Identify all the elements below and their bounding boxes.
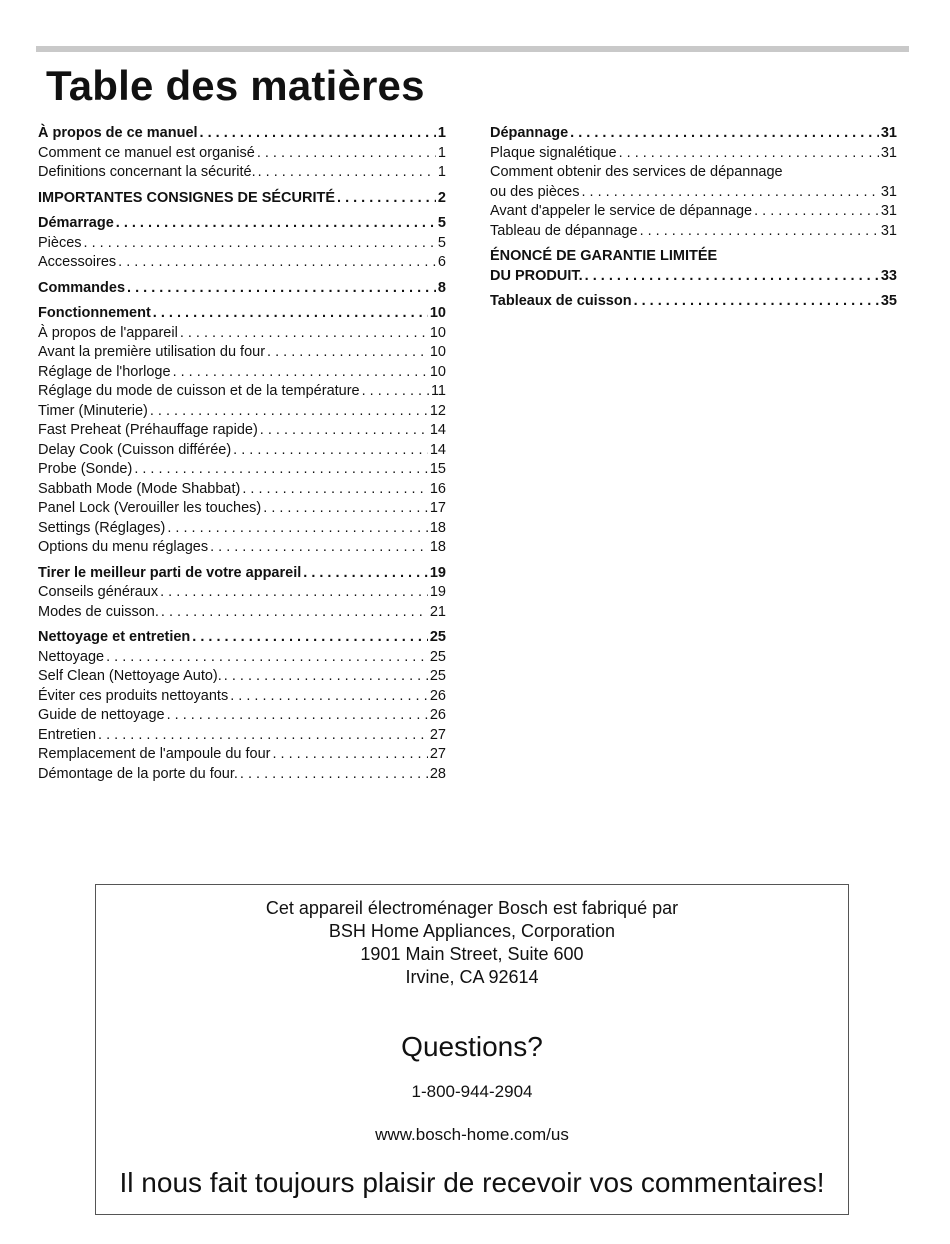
toc-section <box>490 124 897 241</box>
toc-section-heading[interactable] <box>490 247 897 267</box>
toc-entry-label: À propos de l'appareil <box>38 324 178 341</box>
toc-page-number: 31 <box>880 144 897 161</box>
toc-entry-label: Dépannage <box>490 125 569 141</box>
toc-entry[interactable] <box>38 421 446 441</box>
dot-leader <box>200 124 436 144</box>
toc-entry-label: Démontage de la porte du four. <box>38 765 238 782</box>
toc-page-number: 14 <box>429 441 446 458</box>
toc-section-heading[interactable] <box>38 214 446 234</box>
dot-leader <box>619 144 879 164</box>
manufacturer-info <box>96 897 848 989</box>
toc-section-heading[interactable] <box>490 292 897 312</box>
toc-page-number: 31 <box>880 203 897 219</box>
toc-page-number: 14 <box>429 422 446 438</box>
toc-entry-label: Plaque signalétique <box>490 144 617 161</box>
toc-entry[interactable] <box>38 343 446 363</box>
dot-leader <box>210 538 428 558</box>
dot-leader <box>150 402 428 422</box>
toc-entry-label: Definitions concernant la sécurité. <box>38 164 256 180</box>
toc-entry[interactable] <box>38 480 446 500</box>
toc-entry-label: Modes de cuisson. <box>38 603 159 620</box>
toc-page-number: 31 <box>880 183 897 200</box>
toc-page-number: 6 <box>437 254 446 270</box>
toc-page-number: 31 <box>880 125 897 141</box>
dot-leader <box>362 382 429 402</box>
dot-leader <box>84 234 436 254</box>
toc-section-heading[interactable] <box>38 124 446 144</box>
toc-section-heading[interactable] <box>38 564 446 584</box>
toc-page-number: 31 <box>880 222 897 239</box>
toc-page-number: 1 <box>437 164 446 180</box>
toc-entry-label: Nettoyage <box>38 648 105 665</box>
toc-entry[interactable] <box>38 363 446 383</box>
dot-leader <box>634 292 879 312</box>
toc-section-heading[interactable] <box>490 267 897 287</box>
dot-leader <box>160 583 428 603</box>
dot-leader <box>240 765 428 785</box>
dot-leader <box>116 214 436 234</box>
toc-entry[interactable] <box>38 519 446 539</box>
dot-leader <box>570 124 879 144</box>
toc-entry[interactable] <box>38 687 446 707</box>
toc-left-column <box>38 124 446 790</box>
toc-section-heading[interactable] <box>38 304 446 324</box>
toc-section <box>490 292 897 312</box>
manufacturer-line: 1901 Main Street, Suite 600 <box>360 944 584 964</box>
toc-entry-label: Commandes <box>38 279 126 296</box>
toc-entry-label: À propos de ce manuel <box>38 125 198 141</box>
dot-leader <box>167 706 428 726</box>
toc-entry-label: ÉNONCÉ DE GARANTIE LIMITÉE <box>490 248 718 264</box>
dot-leader <box>173 363 428 383</box>
toc-page-number: 27 <box>429 726 446 743</box>
toc-entry-label: IMPORTANTES CONSIGNES DE SÉCURITÉ <box>38 189 336 206</box>
toc-entry[interactable] <box>38 144 446 164</box>
toc-entry-label: Fonctionnement <box>38 305 151 321</box>
dot-leader <box>263 499 428 519</box>
dot-leader <box>127 279 436 299</box>
toc-entry-label: DU PRODUIT. <box>490 267 583 284</box>
toc-section-heading[interactable] <box>38 189 446 209</box>
toc-page-number: 11 <box>430 383 446 399</box>
toc-entry[interactable] <box>38 603 446 623</box>
toc-page-number: 5 <box>437 215 446 231</box>
questions-heading: Questions? <box>401 1031 543 1062</box>
toc-page-number: 18 <box>429 519 446 536</box>
toc-entry-label: Avant la première utilisation du four <box>38 344 266 360</box>
toc-page-number: 19 <box>429 584 446 600</box>
toc-entry[interactable] <box>38 253 446 273</box>
toc-right-column <box>490 124 897 318</box>
toc-entry-label: Settings (Réglages) <box>38 519 166 536</box>
toc-page-number: 10 <box>429 324 446 341</box>
phone-number: 1-800-944-2904 <box>411 1082 533 1101</box>
dot-leader <box>192 628 428 648</box>
toc-page-number: 12 <box>429 402 446 419</box>
dot-leader <box>754 202 879 222</box>
toc-page-number: 17 <box>429 500 446 516</box>
toc-entry-label: Remplacement de l'ampoule du four <box>38 746 271 762</box>
dot-leader <box>134 460 428 480</box>
toc-section <box>38 304 446 558</box>
toc-section-heading[interactable] <box>38 279 446 299</box>
dot-leader <box>260 421 428 441</box>
toc-entry[interactable] <box>38 765 446 785</box>
toc-entry-label: Entretien <box>38 726 97 743</box>
toc-entry-label: Tableau de dépannage <box>490 222 638 239</box>
dot-leader <box>303 564 428 584</box>
toc-entry-label: Self Clean (Nettoyage Auto). <box>38 668 222 684</box>
toc-entry[interactable] <box>38 745 446 765</box>
toc-page-number: 26 <box>429 707 446 723</box>
toc-entry-label: Pièces <box>38 234 82 251</box>
toc-section <box>38 124 446 183</box>
toc-page-number: 1 <box>437 125 446 141</box>
toc-page-number: 8 <box>437 279 446 296</box>
toc-page-number: 25 <box>429 668 446 684</box>
toc-section <box>38 628 446 784</box>
toc-page-number: 10 <box>429 305 446 321</box>
toc-entry[interactable] <box>490 202 897 222</box>
toc-entry-label: Démarrage <box>38 215 114 231</box>
toc-section <box>490 247 897 286</box>
dot-leader <box>257 144 436 164</box>
header-rule <box>36 46 909 52</box>
toc-page-number: 10 <box>429 344 446 360</box>
toc-entry[interactable] <box>38 441 446 461</box>
toc-entry-label: Sabbath Mode (Mode Shabbat) <box>38 480 241 497</box>
dot-leader <box>242 480 428 500</box>
toc-page-number: 25 <box>429 648 446 665</box>
toc-page-number: 15 <box>429 461 446 477</box>
contact-box <box>95 884 849 1215</box>
toc-page-number: 5 <box>437 234 446 251</box>
toc-entry[interactable] <box>38 402 446 422</box>
toc-entry[interactable] <box>38 499 446 519</box>
toc-entry-label: Timer (Minuterie) <box>38 402 148 419</box>
toc-entry[interactable] <box>490 163 897 183</box>
manufacturer-line: Irvine, CA 92614 <box>405 967 539 987</box>
toc-section <box>38 279 446 299</box>
toc-page-number: 19 <box>429 564 446 581</box>
toc-entry[interactable] <box>38 324 446 344</box>
toc-entry-label: Tableaux de cuisson <box>490 293 632 309</box>
toc-entry-label: Comment obtenir des services de dépannage <box>490 164 783 180</box>
toc-page-number: 21 <box>429 603 446 620</box>
toc-entry[interactable] <box>38 234 446 254</box>
dot-leader <box>640 222 879 242</box>
dot-leader <box>233 441 428 461</box>
toc-page-number: 1 <box>437 144 446 161</box>
toc-entry-label: Réglage du mode de cuisson et de la température <box>38 383 360 399</box>
toc-entry[interactable] <box>38 460 446 480</box>
toc-entry-label: Fast Preheat (Préhauffage rapide) <box>38 422 258 438</box>
toc-entry-label: Probe (Sonde) <box>38 461 133 477</box>
feedback-message: Il nous fait toujours plaisir de recevoir vos commentaires! <box>119 1167 825 1198</box>
toc-entry-label: Accessoires <box>38 254 117 270</box>
dot-leader <box>258 163 436 183</box>
dot-leader <box>585 267 879 287</box>
toc-section <box>38 189 446 209</box>
toc-entry-label: ou des pièces <box>490 183 580 200</box>
toc-entry-label: Conseils généraux <box>38 584 159 600</box>
toc-entry[interactable] <box>490 183 897 203</box>
toc-entry-label: Réglage de l'horloge <box>38 363 171 380</box>
dot-leader <box>118 253 436 273</box>
toc-page-number: 28 <box>429 765 446 782</box>
page-title: Table des matières <box>46 62 425 109</box>
dot-leader <box>153 304 428 324</box>
toc-entry[interactable] <box>490 144 897 164</box>
toc-entry-label: Avant d'appeler le service de dépannage <box>490 203 753 219</box>
toc-entry[interactable] <box>38 726 446 746</box>
toc-entry-label: Delay Cook (Cuisson différée) <box>38 441 232 458</box>
dot-leader <box>161 603 428 623</box>
toc-entry[interactable] <box>38 648 446 668</box>
website-link[interactable]: www.bosch-home.com/us <box>375 1125 569 1144</box>
manufacturer-line: BSH Home Appliances, Corporation <box>328 921 616 941</box>
dot-leader <box>581 183 878 203</box>
dot-leader <box>224 667 428 687</box>
toc-section <box>38 214 446 273</box>
dot-leader <box>167 519 428 539</box>
toc-page-number: 25 <box>429 629 446 645</box>
toc-entry-label: Éviter ces produits nettoyants <box>38 687 229 704</box>
dot-leader <box>98 726 428 746</box>
toc-page-number: 27 <box>429 746 446 762</box>
toc-section-heading[interactable] <box>38 628 446 648</box>
dot-leader <box>337 189 436 209</box>
toc-page-number: 26 <box>429 687 446 704</box>
toc-page-number: 35 <box>880 293 897 309</box>
toc-page-number: 16 <box>429 480 446 497</box>
dot-leader <box>267 343 428 363</box>
dot-leader <box>272 745 427 765</box>
toc-page-number: 33 <box>880 267 897 284</box>
toc-entry-label: Panel Lock (Verouiller les touches) <box>38 500 262 516</box>
dot-leader <box>180 324 428 344</box>
toc-entry[interactable] <box>38 583 446 603</box>
dot-leader <box>230 687 428 707</box>
toc-entry[interactable] <box>38 667 446 687</box>
toc-section <box>38 564 446 623</box>
toc-entry[interactable] <box>38 538 446 558</box>
toc-section-heading[interactable] <box>490 124 897 144</box>
toc-page-number: 2 <box>437 189 446 206</box>
toc-page-number: 18 <box>429 539 446 555</box>
toc-entry-label: Comment ce manuel est organisé <box>38 144 255 161</box>
toc-entry-label: Tirer le meilleur parti de votre appareil <box>38 564 302 581</box>
toc-page-number: 10 <box>429 363 446 380</box>
toc-entry-label: Guide de nettoyage <box>38 707 165 723</box>
toc-entry[interactable] <box>38 382 446 402</box>
toc-entry[interactable] <box>38 706 446 726</box>
toc-entry[interactable] <box>38 163 446 183</box>
dot-leader <box>106 648 428 668</box>
toc-entry-label: Nettoyage et entretien <box>38 629 191 645</box>
toc-entry-label: Options du menu réglages <box>38 539 209 555</box>
toc-entry[interactable] <box>490 222 897 242</box>
manufacturer-line: Cet appareil électroménager Bosch est fabriqué par <box>265 898 679 918</box>
